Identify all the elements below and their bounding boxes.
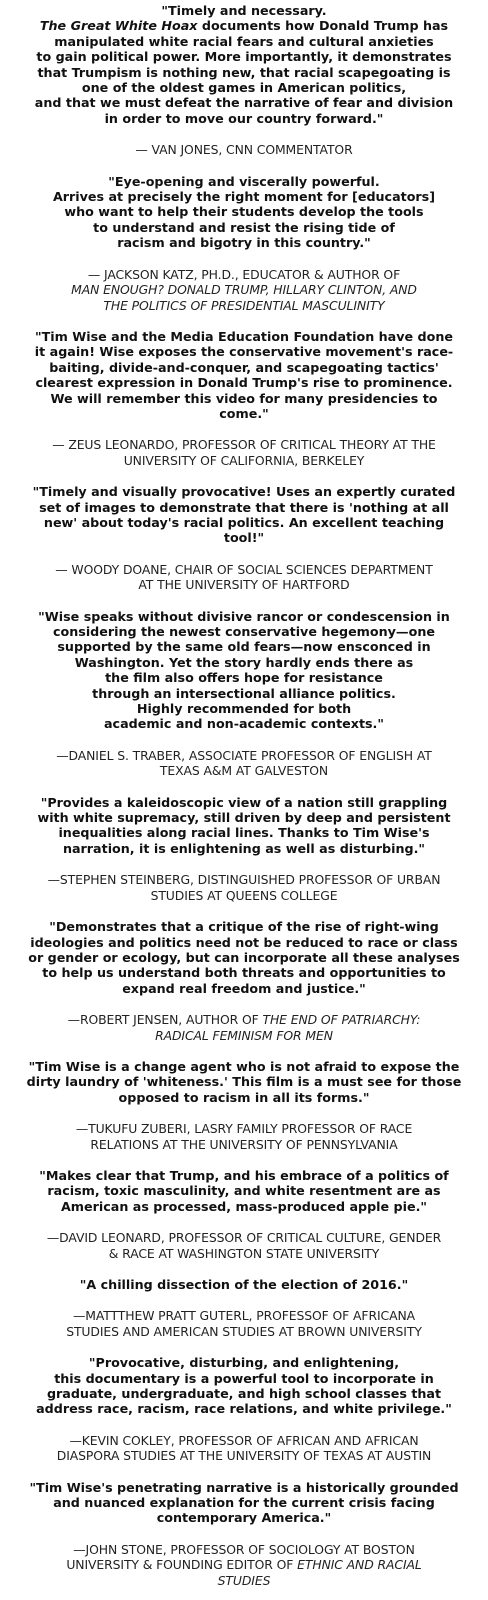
book-title: MAN ENOUGH? DONALD TRUMP, HILLARY CLINTON, AND THE POLITICS OF PRESIDENTIAL MASCULINITY xyxy=(71,282,417,313)
journal-title: ETHNIC AND RACIAL xyxy=(297,1557,422,1573)
book-title: RADICAL FEMINISM FOR MEN xyxy=(155,1027,333,1043)
testimonial-quote: "Makes clear that Trump, and his embrace of a politics of racism, toxic masculinity, and white resentment are as American as processed, mass-produced apple pie." xyxy=(39,1167,449,1214)
testimonial-attribution: —DANIEL S. TRABER, ASSOCIATE PROFESSOR OF ENGLISH AT TEXAS A&M AT GALVESTON xyxy=(56,747,432,779)
testimonial-attribution: —KEVIN COKLEY, PROFESSOR OF AFRICAN AND AFRICAN DIASPORA STUDIES AT THE UNIVERSITY OF TEXAS AT AUSTIN xyxy=(56,1432,432,1464)
testimonial-quote: "Tim Wise is a change agent who is not afraid to expose the dirty laundry of 'whiteness.' This film is a must see for those opposed to racism in all its forms." xyxy=(26,1058,462,1105)
testimonial-attribution: —DAVID LEONARD, PROFESSOR OF CRITICAL CULTURE, GENDER & RACE AT WASHINGTON STATE UNIVERSITY xyxy=(46,1230,442,1261)
testimonial-quote: "Tim Wise and the Media Education Foundation have done it again! Wise exposes the conservative movement's race- baiting, divide-and-conquer, and scapegoating tactics' clearest expression in Donald Trump's rise to prominence. We will remember this video for many presidencies to come." xyxy=(34,328,454,421)
testimonial-quote: "Wise speaks without divisive rancor or condescension in considering the newest conservative hegemony—one supported by the same old fears—now ensconced in Washington. Yet the story hardly ends there as the film also offers hope for resistance through an intersectional alliance politics. Highly recommended for both academic and non-academic contexts." xyxy=(38,608,450,732)
testimonial-attribution: —STEPHEN STEINBERG, DISTINGUISHED PROFESSOR OF URBAN STUDIES AT QUEENS COLLEGE xyxy=(47,872,441,903)
testimonial-attribution xyxy=(0,267,488,313)
testimonial-quote: "Provides a kaleidoscopic view of a nation still grappling with white supremacy, still driven by deep and persistent inequalities along racial lines. Thanks to Tim Wise's narration, it is enlightening as well as disturbing." xyxy=(37,794,451,856)
attribution-text: — JACKSON KATZ, PH.D., EDUCATOR & AUTHOR OF xyxy=(87,266,401,282)
attribution-text: —JOHN STONE, PROFESSOR OF SOCIOLOGY AT BOSTON UNIVERSITY & FOUNDING EDITOR OF xyxy=(66,1541,415,1573)
testimonial-quote: "Eye-opening and viscerally powerful. Arrives at precisely the right moment for [educators] who want to help their students develop the tools to understand and resist the rising tide of racism and bigotry in this country." xyxy=(52,173,436,251)
quote-text: "Timely and necessary. xyxy=(161,3,327,18)
testimonial-quote: "Provocative, disturbing, and enlightening, this documentary is a powerful tool to incorporate in graduate, undergraduate, and high school classes that address race, racism, race relations, and white privilege." xyxy=(36,1355,452,1417)
testimonial-attribution xyxy=(0,1012,488,1043)
testimonial-quote: "Tim Wise's penetrating narrative is a historically grounded and nuanced explanation for the current crisis facing contemporary America." xyxy=(29,1479,459,1526)
journal-title: STUDIES xyxy=(217,1572,271,1588)
testimonial-attribution: — VAN JONES, CNN COMMENTATOR xyxy=(135,142,353,158)
testimonial-attribution xyxy=(0,1542,488,1588)
testimonial-quote xyxy=(0,3,488,126)
testimonial-attribution: —TUKUFU ZUBERI, LASRY FAMILY PROFESSOR OF RACE RELATIONS AT THE UNIVERSITY OF PENNSYLVANIA xyxy=(75,1121,413,1152)
testimonial-attribution: — ZEUS LEONARDO, PROFESSOR OF CRITICAL THEORY AT THE UNIVERSITY OF CALIFORNIA, BERKELEY xyxy=(52,437,436,468)
testimonial-attribution: —MATTTHEW PRATT GUTERL, PROFESSOF OF AFRICANA STUDIES AND AMERICAN STUDIES AT BROWN UNIVERSITY xyxy=(66,1308,422,1339)
testimonial-quote: "A chilling dissection of the election of 2016." xyxy=(79,1277,409,1292)
testimonial-quote: "Demonstrates that a critique of the rise of right-wing ideologies and politics need not be reduced to race or class or gender or ecology, but can incorporate all these analyses to help us understand both threats and opportunities to expand real freedom and justice." xyxy=(28,919,460,996)
attribution-text: —ROBERT JENSEN, AUTHOR OF xyxy=(67,1012,263,1028)
quote-text: documents how Donald Trump has manipulated white racial fears and cultural anxieties to gain political power. More importantly, it demonstrates that Trumpism is nothing new, that racial scapegoating is one of the oldest games in American politics, and that we must defeat the narrative of fear and division in order to move our country forward." xyxy=(34,18,454,126)
film-title: The Great White Hoax xyxy=(39,18,198,34)
testimonial-quote: "Timely and visually provocative! Uses an expertly curated set of images to demonstrate that there is 'nothing at all new' about today's racial politics. An excellent teaching tool!" xyxy=(32,484,456,546)
testimonial-attribution: — WOODY DOANE, CHAIR OF SOCIAL SCIENCES DEPARTMENT AT THE UNIVERSITY OF HARTFORD xyxy=(55,561,433,593)
book-title: THE END OF PATRIARCHY: xyxy=(262,1012,421,1028)
